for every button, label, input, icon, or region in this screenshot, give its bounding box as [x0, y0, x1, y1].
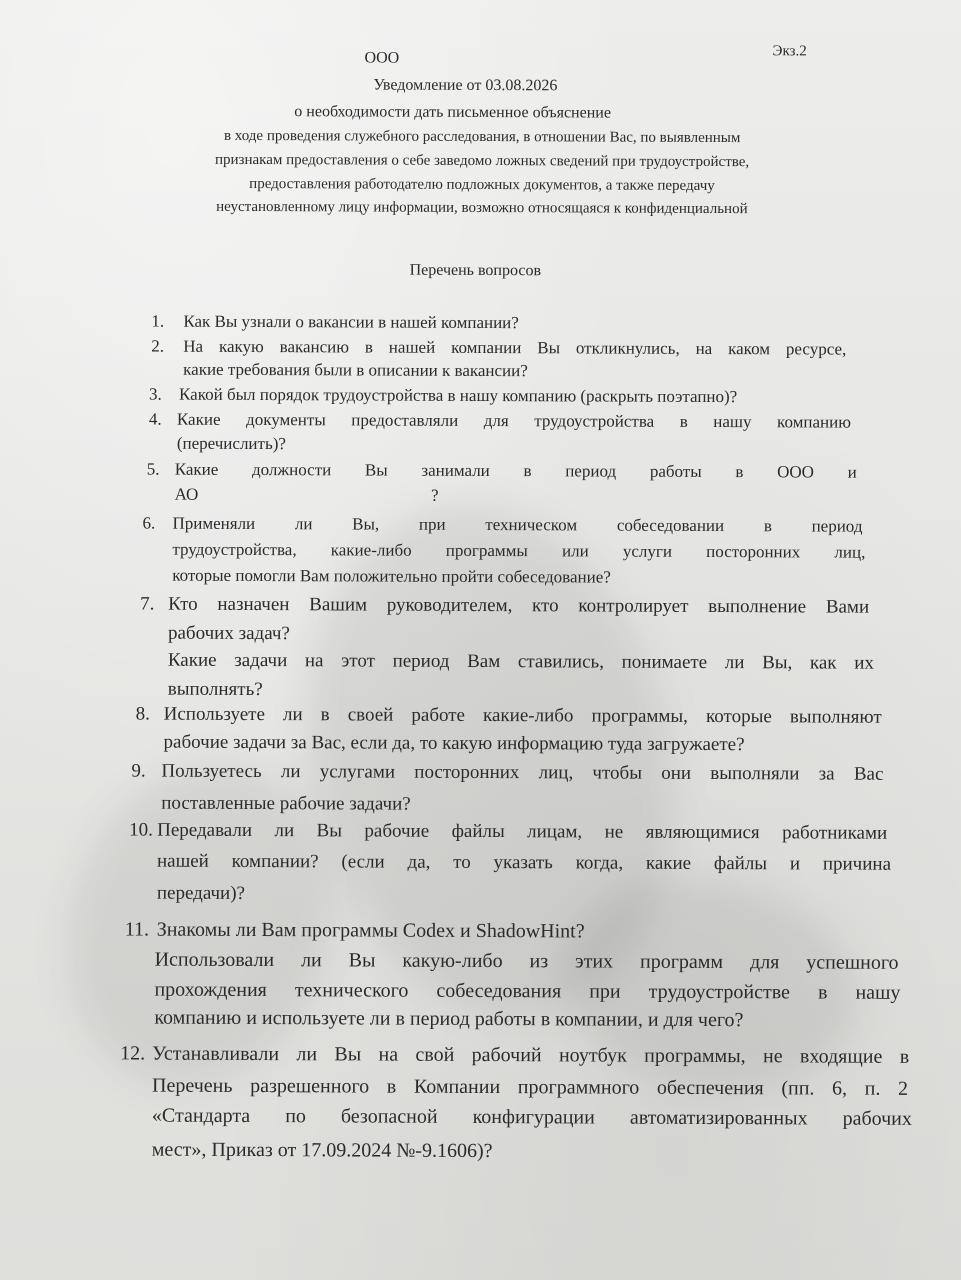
question-number: 9.	[131, 760, 146, 782]
question-line: Используете ли в своей работе какие-либо программы, которые выполняют	[163, 703, 882, 728]
question-line: Какие документы предоставляли для трудоустройства в нашу компанию	[176, 409, 851, 432]
question-line: Пользуетесь ли услугами посторонних лиц, чтобы они выполняли за Вас	[161, 760, 884, 785]
question-line: Знакомы ли Вам программы Codex и ShadowHint?	[156, 918, 585, 943]
question-line: Какой был порядок трудоустройства в нашу компанию (раскрыть поэтапно)?	[179, 384, 738, 407]
question-number: 3.	[149, 384, 162, 404]
question-number: 8.	[135, 703, 150, 725]
question-number: 5.	[146, 459, 160, 479]
question-line: которые помогли Вам положительно пройти собеседование?	[172, 565, 611, 587]
question-line: Кто назначен Вашим руководителем, кто контролирует выполнение Вами	[168, 593, 870, 618]
document-subtitle: о необходимости дать письменное объяснение	[294, 103, 612, 122]
question-number: 4.	[148, 409, 162, 429]
intro-line: в ходе проведения служебного расследования, в отношении Вас, по выявленным	[223, 127, 741, 147]
question-number: 1.	[151, 311, 165, 331]
question-line: Использовали ли Вы какую-либо из этих программ для успешного	[154, 948, 899, 974]
question-line: «Стандарта по безопасной конфигурации автоматизированных рабочих	[151, 1104, 912, 1130]
question-line: нашей компании? (если да, то указать когда, какие файлы и причина	[156, 850, 892, 875]
question-number: 6.	[142, 513, 156, 533]
intro-line: неустановленному лицу информации, возможно относящаяся к конфиденциальной	[216, 198, 748, 218]
question-line: выполнять?	[167, 678, 263, 701]
question-line: прохождения технического собеседования при трудоустройстве в нашу	[154, 978, 901, 1004]
organization-label: ООО	[364, 49, 400, 67]
question-line: АО ?	[174, 484, 439, 505]
question-line: мест», Приказ от 17.09.2024 №-9.1606)?	[151, 1138, 493, 1163]
question-line: Перечень разрешенного в Компании программного обеспечения (пп. 6, п. 2	[152, 1074, 909, 1100]
question-number: 2.	[151, 336, 165, 356]
document-title: Уведомление от 03.08.2026	[373, 76, 558, 95]
question-line: рабочих задач?	[167, 622, 290, 645]
copy-number: Экз.2	[772, 43, 807, 60]
intro-line: признакам предоставления о себе заведомо ложных сведений при трудоустройстве,	[214, 151, 750, 171]
question-line: (перечислить)?	[176, 433, 286, 454]
question-number: 12.	[120, 1042, 146, 1065]
question-line: На какую вакансию в нашей компании Вы откликнулись, на каком ресурсе,	[183, 336, 847, 359]
question-number: 11.	[124, 918, 150, 941]
section-title: Перечень вопросов	[409, 261, 542, 280]
question-line: поставленные рабочие задачи?	[161, 792, 411, 815]
question-line: компанию и используете ли в период работы в компании, и для чего?	[154, 1006, 744, 1032]
question-line: Устанавливали ли Вы на свой рабочий ноутбук программы, не входящие в	[152, 1042, 910, 1068]
question-line: трудоустройства, какие-либо программы или услуги посторонних лиц,	[172, 539, 866, 562]
question-line: Какие задачи на этот период Вам ставились, понимаете ли Вы, как их	[167, 649, 874, 674]
question-number: 7.	[140, 593, 155, 615]
question-number: 10.	[129, 819, 153, 841]
question-line: какие требования были в описании к вакансии?	[183, 359, 528, 381]
question-line: Передавали ли Вы рабочие файлы лицам, не являющимися работниками	[157, 819, 888, 844]
question-line: Применяли ли Вы, при техническом собеседовании в период	[172, 513, 863, 536]
intro-line: предоставления работодателю подложных документов, а также передачу	[249, 175, 715, 195]
question-line: передачи)?	[156, 882, 246, 904]
question-line: Какие должности Вы занимали в период работы в ООО и	[174, 459, 857, 482]
question-line: рабочие задачи за Вас, если да, то какую информацию туда загружаете?	[163, 731, 745, 756]
question-line: Как Вы узнали о вакансии в нашей компании?	[183, 311, 519, 333]
